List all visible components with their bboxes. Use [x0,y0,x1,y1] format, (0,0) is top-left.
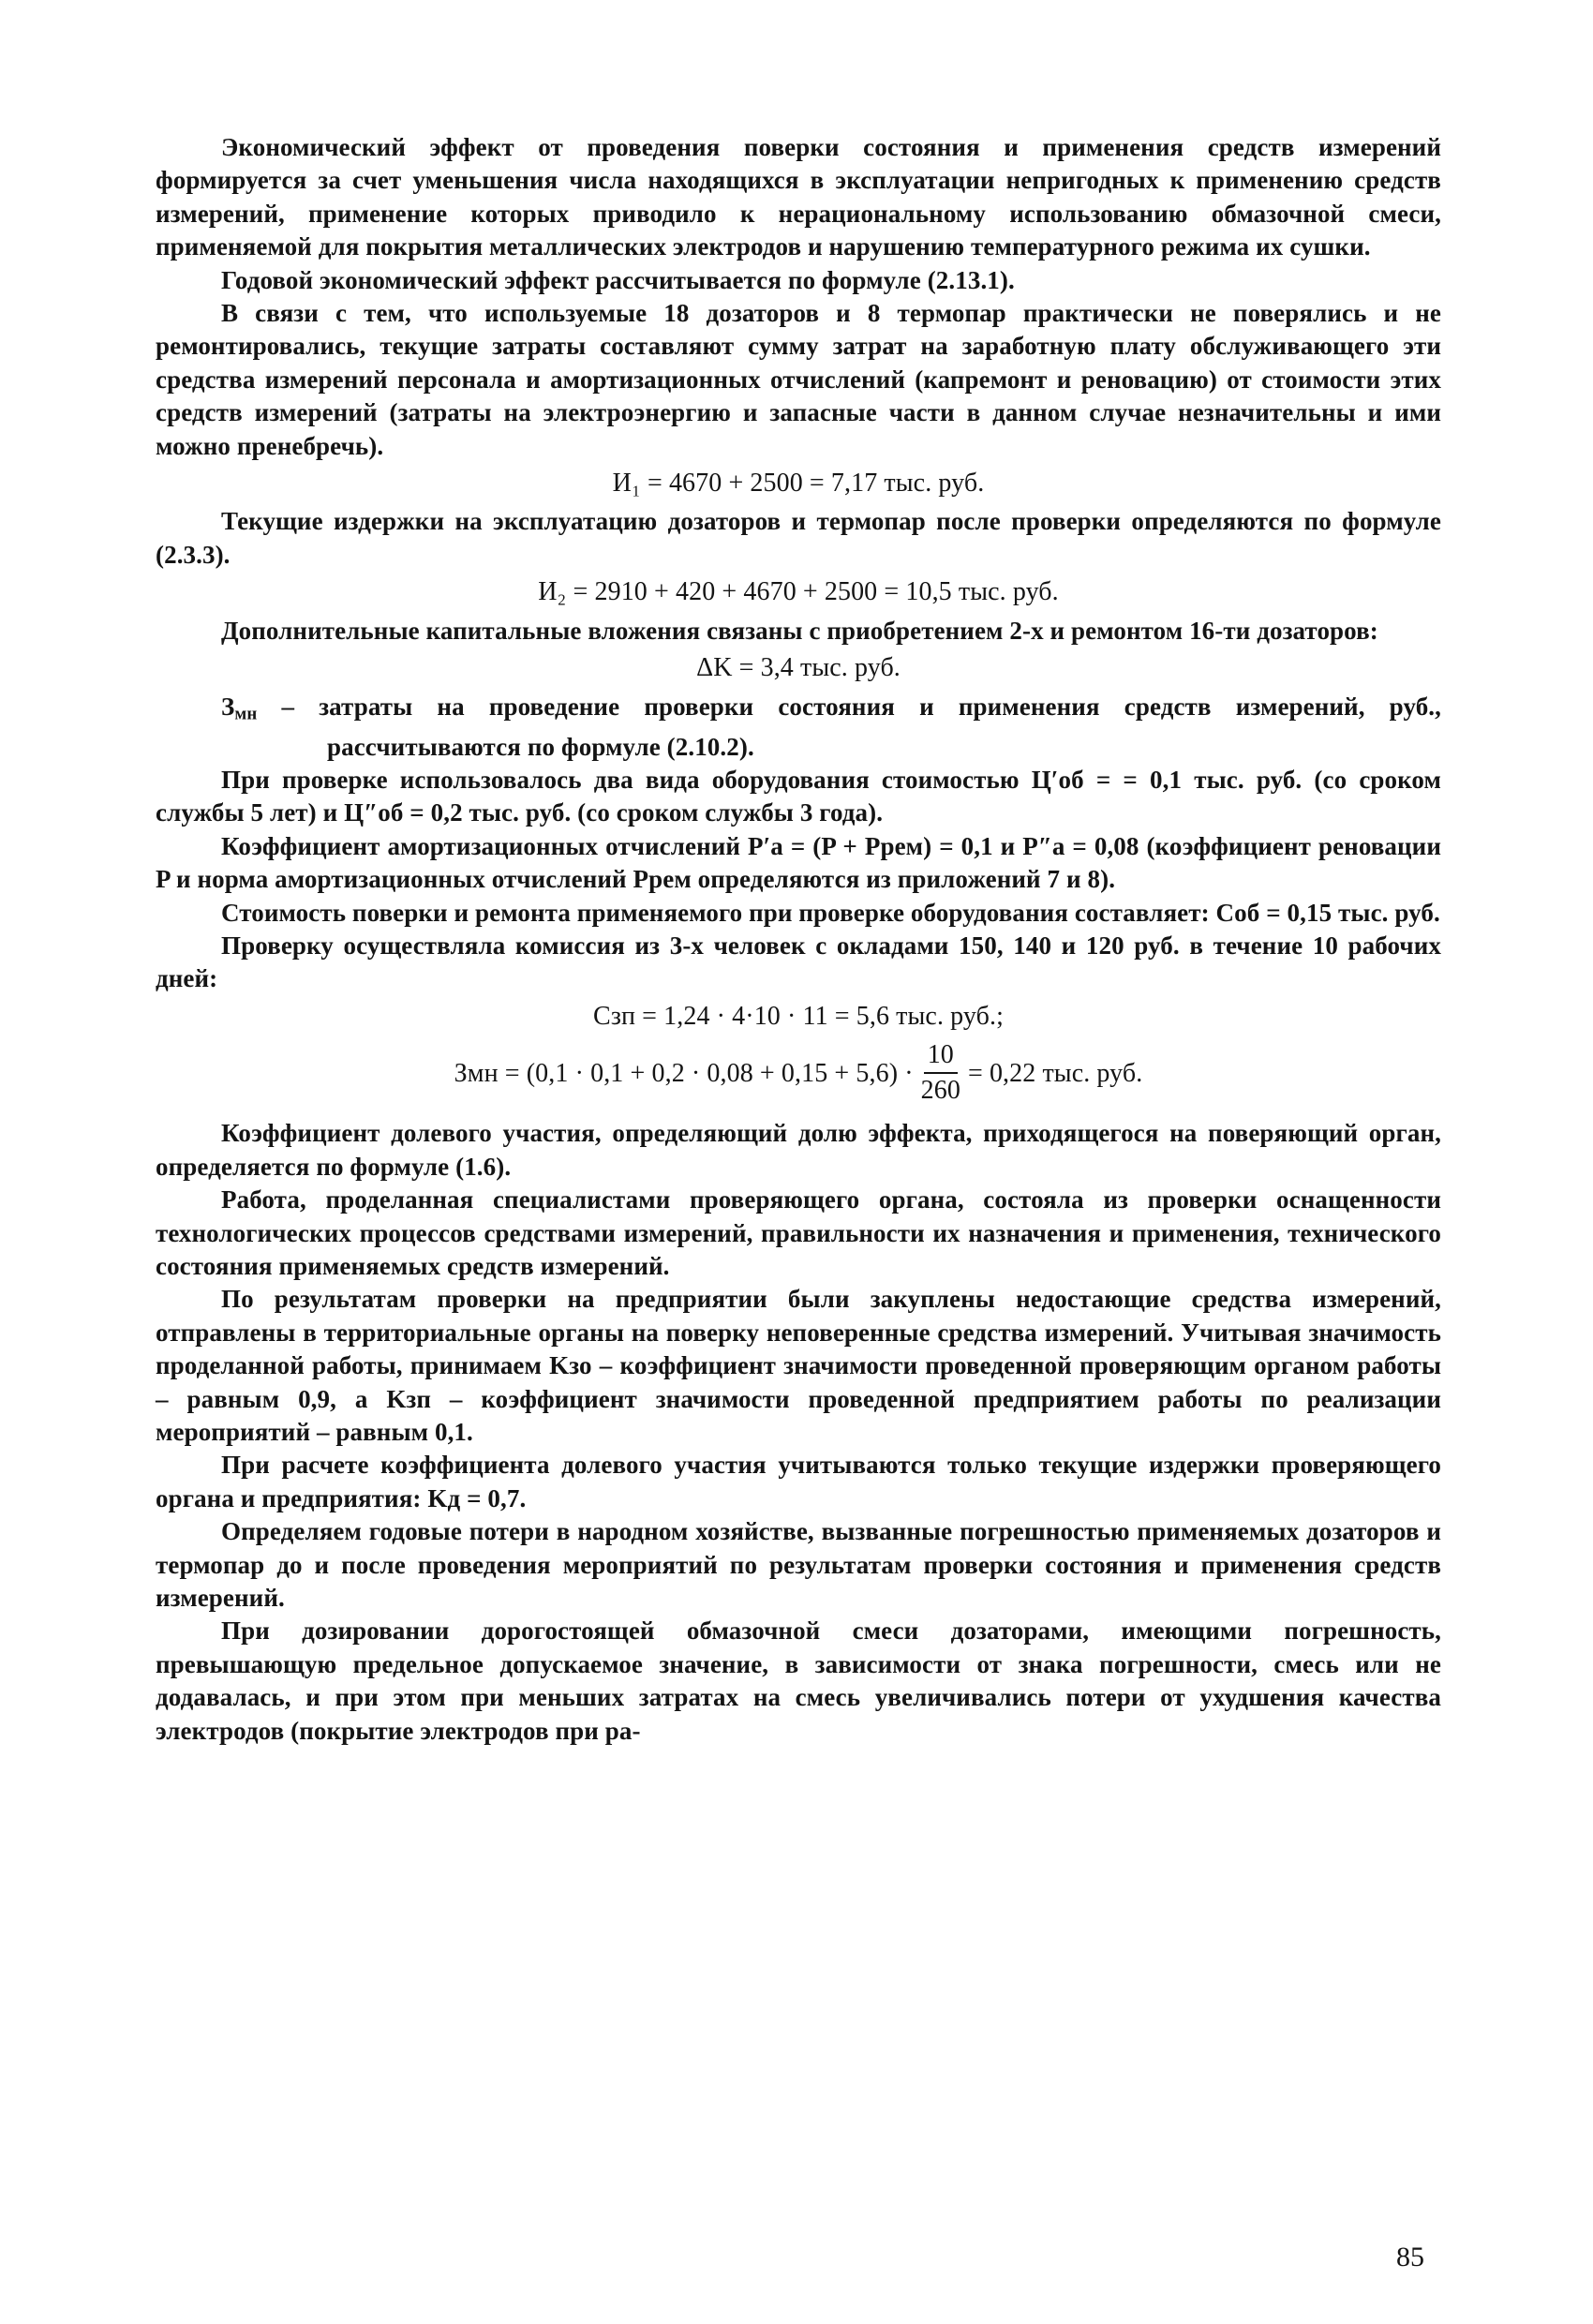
paragraph-1: Экономический эффект от проведения поверки состояния и применения средств измерений формируется за счет уменьшения числа находящихся в эксплуатации непригодных к применению средств измерений, применение которых приводило к нерациональному использованию обмазочной смеси, применяемой для покрытия металлических электродов и нарушению температурного режима их сушки. [156,133,1441,261]
text-column [156,131,1441,1748]
paragraph-16: При дозировании дорогостоящей обмазочной смеси дозаторами, имеющими погрешность, превышающую предельное допускаемое значение, в зависимости от знака погрешности, смесь или не додавалась, и при этом при меньших затратах на смесь увеличивались потери от ухудшения качества электродов (покрытие электродов при ра- [156,1616,1441,1745]
paragraph-4: Текущие издержки на эксплуатацию дозаторов и термопар после проверки определяются по формуле (2.3.3). [156,507,1441,569]
formula-i2: И₂ = 2910 + 420 + 4670 + 2500 = 10,5 тыс. руб. [538,577,1059,607]
paragraph-6 [221,691,1441,765]
paragraph-3: В связи с тем, что используемые 18 дозаторов и 8 термопар практически не поверялись и не ремонтировались, текущие затраты составляют сумму затрат на заработную плату обслуживающего эти средства измерений персонала и амортизационных отчислений (капремонт и реновацию) от стоимости этих средств измерений (затраты на электроэнергию и запасные части в данном случае незначительны и ими можно пренебречь). [156,299,1441,460]
variable-zmn: $З_{мн}$ [221,692,258,724]
formula-zmn-left: Змн = (0,1 · 0,1 + 0,2 · 0,08 + 0,15 + 5,6) · [454,1058,914,1088]
formula-i1: И₁ = 4670 + 2500 = 7,17 тыс. руб. [612,469,985,499]
paragraph-10: Проверку осуществляла комиссия из 3-х человек с окладами 150, 140 и 120 руб. в течение 10 рабочих дней: [156,931,1441,993]
formula-czp: Cзп = 1,24 · 4·10 · 11 = 5,6 тыс. руб.; [593,1001,1004,1031]
paragraph-14: При расчете коэффициента долевого участия учитываются только текущие издержки проверяющего органа и предприятия: Kд = 0,7. [156,1451,1441,1512]
paragraph-6-text: – затраты на проведение проверки состояния и применения средств измерений, руб., рассчитываются по формуле (2.10.2). [281,692,1441,761]
paragraph-5: Дополнительные капитальные вложения связаны с приобретением 2-х и ремонтом 16-ти дозаторов: [221,616,1378,645]
paragraph-11: Коэффициент долевого участия, определяющий долю эффекта, приходящегося на поверяющий орган, определяется по формуле (1.6). [156,1119,1441,1181]
fraction [921,1038,960,1108]
paragraph-12: Работа, проделанная специалистами проверяющего органа, состояла из проверки оснащенности технологических процессов средствами измерений, правильности их назначения и применения, технического состояния применяемых средств измерений. [156,1185,1441,1280]
paragraph-9: Стоимость поверки и ремонта применяемого при проверке оборудования составляет: Cоб = 0,15 тыс. руб. [221,898,1440,927]
paragraph-8: Коэффициент амортизационных отчислений P′а = (P + Pрем) = 0,1 и P″а = 0,08 (коэффициент реновации P и норма амортизационных отчислений Pрем определяются из приложений 7 и 8). [156,831,1441,894]
paragraph-15: Определяем годовые потери в народном хозяйстве, вызванные погрешностью применяемых дозаторов и термопар до и после проведения мероприятий по результатам проверки состояния и применения средств измерений. [156,1517,1441,1612]
page-number: 85 [1396,2242,1424,2272]
formula-zmn [156,1038,1441,1108]
fraction-numerator: 10 [924,1038,958,1074]
formula-zmn-right: = 0,22 тыс. руб. [967,1058,1143,1088]
paragraph-7: При проверке использовалось два вида оборудования стоимостью Ц′об = = 0,1 тыс. руб. (со сроком службы 5 лет) и Ц″об = 0,2 тыс. руб. (со сроком службы 3 года). [156,766,1441,827]
formula-delta-k: ΔK = 3,4 тыс. руб. [696,653,901,683]
paragraph-13: По результатам проверки на предприятии были закуплены недостающие средства измерений, отправлены в территориальные органы на поверку неповеренные средства измерений. Учитывая значимость проделанной работы, принимаем Kзо – коэффициент значимости проведенной проверяющим органом работы – равным 0,9, а Kзп – коэффициент значимости проведенной предприятием работы по реализации мероприятий – равным 0,1. [156,1285,1441,1446]
paragraph-2: Годовой экономический эффект рассчитывается по формуле (2.13.1). [221,265,1015,294]
fraction-denominator: 260 [920,1076,960,1106]
